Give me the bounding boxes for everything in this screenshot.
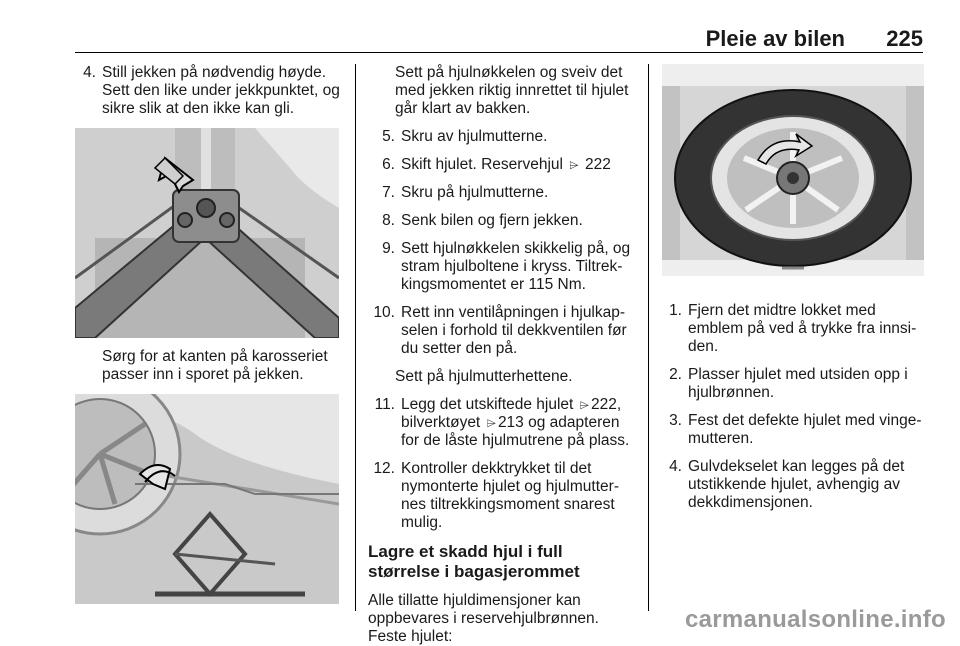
column-1 <box>75 64 343 614</box>
step-number: 1. <box>669 302 682 319</box>
step-text: Senk bilen og fjern jekken. <box>401 212 583 229</box>
xref-arrow-icon: ⌲ <box>579 398 590 412</box>
xref-arrow-icon: ⌲ <box>569 158 579 172</box>
step-text <box>401 396 634 450</box>
step-text: Skru av hjulmutterne. <box>401 128 548 145</box>
step-number: 10. <box>373 304 395 321</box>
page-ref[interactable]: 222 <box>591 396 617 413</box>
step-text: Rett inn ventilåpningen i hjulkapselen i forhold til dekkventilen før du setter den på. <box>401 304 627 357</box>
step-1 <box>662 302 924 356</box>
step-4 <box>75 64 343 118</box>
column-3 <box>662 64 924 522</box>
step-text-part: Skift hjulet. Reservehjul <box>401 156 563 173</box>
step-text: Plasser hjulet med utsiden opp i hjulbrønnen. <box>688 366 908 401</box>
step-number: 2. <box>669 366 682 383</box>
step-text <box>401 156 634 174</box>
step-12 <box>368 460 634 532</box>
step-3 <box>662 412 924 448</box>
step-text: Still jekken på nødvendig høyde. Sett den like under jekkpunktet, og sikre slik at den ikke kan gli. <box>102 64 340 117</box>
step-5 <box>368 128 634 146</box>
step-number: 11. <box>374 396 395 413</box>
step-text: Sett hjulnøkkelen skikkelig på, og stram hjulboltene i kryss. Tiltrekkingsmomentet er 115 Nm. <box>401 240 631 293</box>
step-4 <box>662 458 924 512</box>
page-ref[interactable]: 222 <box>584 156 611 173</box>
page-number: 225 <box>886 26 923 51</box>
step-text: Skru på hjulmutterne. <box>401 184 549 201</box>
step-number: 4. <box>669 458 682 475</box>
step-text-part: Legg det utskiftede hjulet <box>401 396 574 413</box>
jack-under-car-illustration <box>75 394 339 604</box>
step-text: Gulvdekselet kan legges på det utstikkende hjulet, avhengig av dekkdimensjonen. <box>688 458 905 511</box>
column-divider <box>355 64 356 611</box>
column-divider <box>648 64 649 611</box>
jack-head-illustration <box>75 128 339 338</box>
step-number: 12. <box>373 460 395 477</box>
header-rule <box>75 52 923 53</box>
spare-wheel-well-illustration <box>662 64 924 276</box>
column-2 <box>368 64 634 646</box>
body-text: Alle tillatte hjuldimensjoner kan oppbevares i reservehjulbrønnen. Feste hjulet: <box>368 592 599 645</box>
step-text: Kontroller dekktrykket til det nymonterte hjulet og hjulmutternes tiltrekkingsmoment snarest mulig. <box>401 460 619 531</box>
note-karosseri: Sørg for at kanten på karosseriet passer inn i sporet på jekken. <box>102 348 328 383</box>
step-10 <box>368 304 634 358</box>
section-title: Pleie av bilen <box>705 26 845 51</box>
step-number: 9. <box>382 240 395 257</box>
step-text: Fest det defekte hjulet med vingemutteren. <box>688 412 922 447</box>
step-2 <box>662 366 924 402</box>
step-number: 4. <box>83 64 96 81</box>
xref-arrow-icon: ⌲ <box>486 416 496 430</box>
step-7 <box>368 184 634 202</box>
step-text-part: , bilverktøyet <box>401 396 622 431</box>
note-hjulmutterhetter: Sett på hjulmutterhettene. <box>395 368 573 385</box>
step-number: 3. <box>669 412 682 429</box>
section-heading: Lagre et skadd hjul i full størrelse i bagasjerommet <box>368 542 580 581</box>
intro-text: Sett på hjulnøkkelen og sveiv det med jekken riktig innrettet til hjulet går klart av bakken. <box>395 64 629 117</box>
step-number: 7. <box>382 184 395 201</box>
step-text: Fjern det midtre lokket med emblem på ved å trykke fra innsiden. <box>688 302 917 355</box>
page-header <box>75 26 923 52</box>
step-11 <box>368 396 634 450</box>
step-number: 6. <box>382 156 395 173</box>
step-number: 5. <box>382 128 395 145</box>
step-number: 8. <box>382 212 395 229</box>
step-8 <box>368 212 634 230</box>
step-9 <box>368 240 634 294</box>
step-text-part: og adapteren for de låste hjulmutrene på plass. <box>401 414 630 449</box>
step-6 <box>368 156 634 174</box>
watermark: carmanualsonline.info <box>684 606 946 633</box>
page-ref[interactable]: 213 <box>497 414 524 431</box>
